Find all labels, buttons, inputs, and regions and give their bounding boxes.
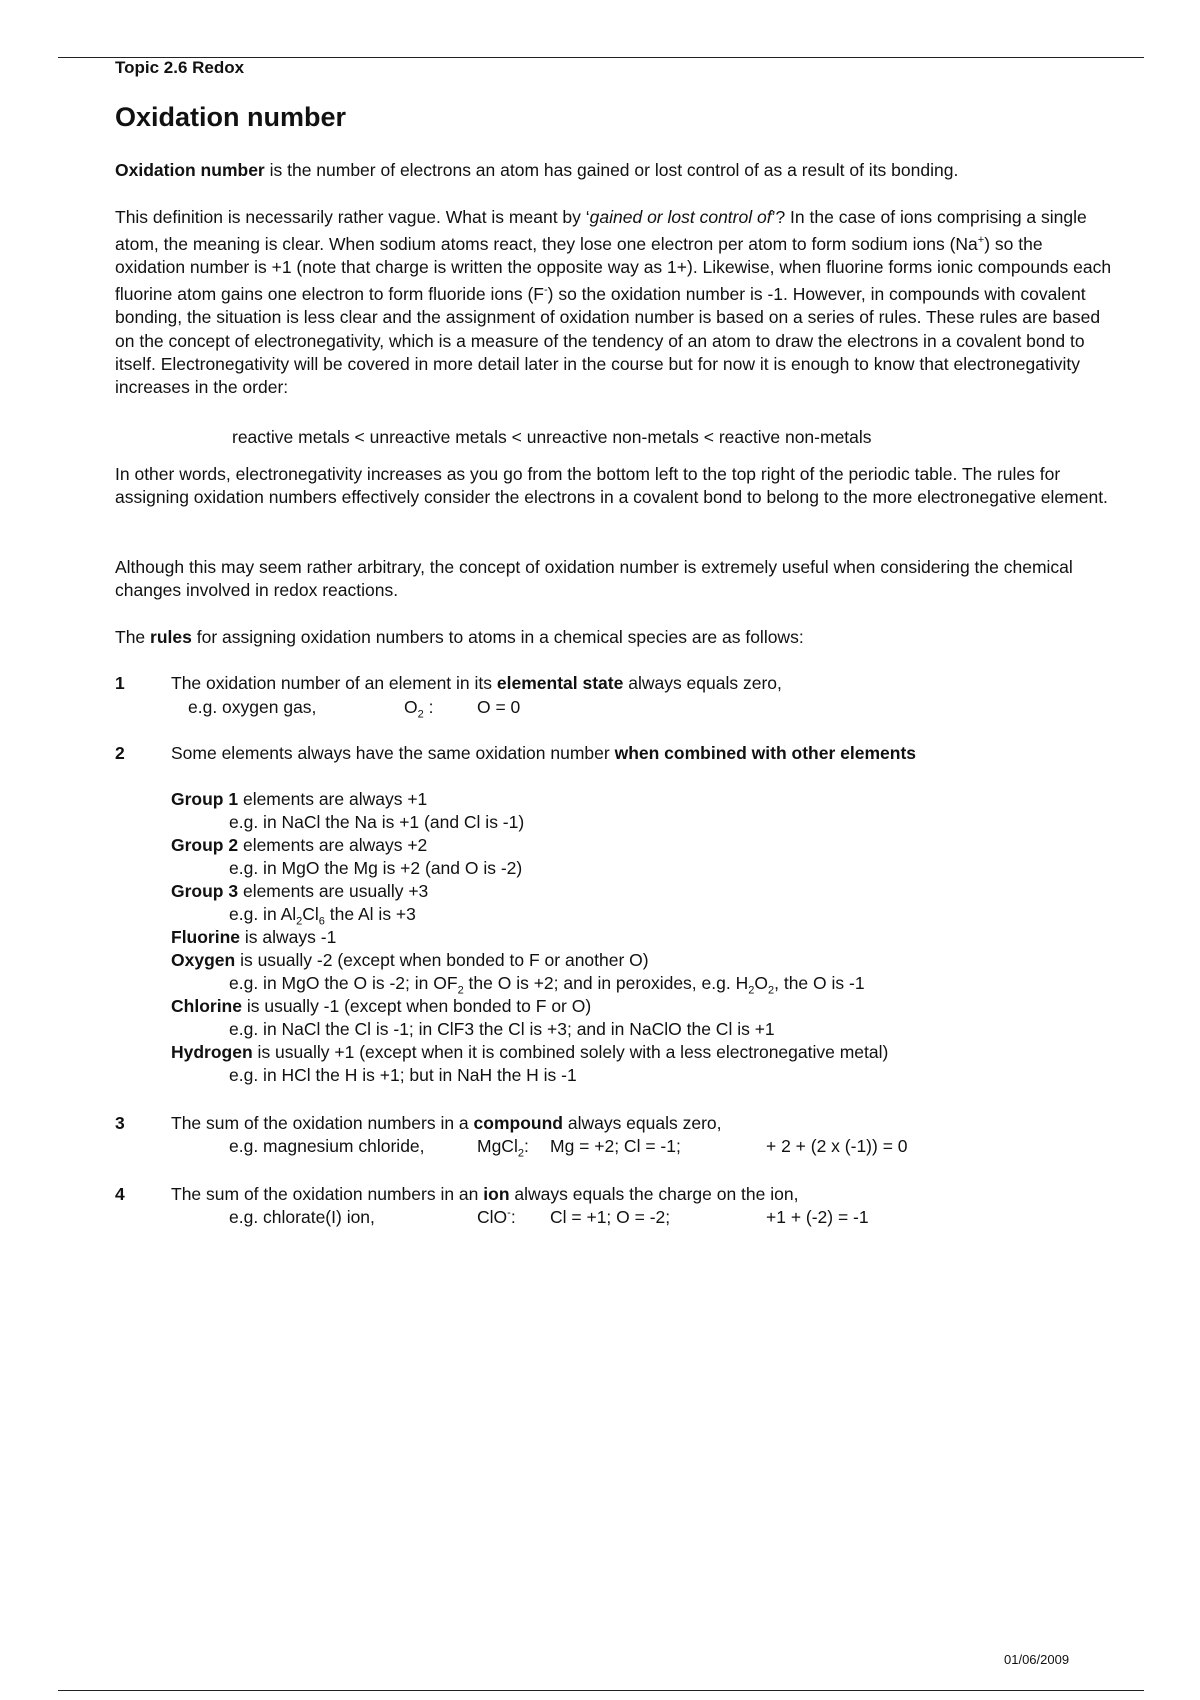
oxygen-eg-sub3: 2 [767, 984, 775, 997]
rule-1-example: e.g. oxygen gas, [188, 697, 317, 717]
group-3-eg-b: Cl [302, 904, 319, 924]
rule-3-example: e.g. magnesium chloride, [229, 1136, 425, 1156]
rule-4-text [171, 1184, 798, 1205]
group-1-text: elements are always +1 [238, 789, 428, 809]
oxygen-eg-d: , the O is -1 [774, 973, 865, 993]
rules-intro [115, 626, 1115, 649]
footer-date: 01/06/2009 [1004, 1652, 1070, 1667]
rule-4-values: Cl = +1; O = -2; [550, 1207, 671, 1227]
group-3-eg-c: the Al is +3 [324, 904, 416, 924]
definition-paragraph [115, 159, 1115, 182]
rule-1-formula-colon: : [423, 697, 434, 717]
rule-3-bold: compound [473, 1113, 563, 1133]
rule-3-sum: + 2 + (2 x (-1)) = 0 [766, 1136, 908, 1156]
rule-1-formula [404, 697, 433, 721]
group-2-label: Group 2 [171, 835, 239, 855]
rule-3-formula [477, 1136, 529, 1160]
chlorine-rule [171, 996, 591, 1017]
group-2-example: e.g. in MgO the Mg is +2 (and O is -2) [229, 858, 523, 878]
hydrogen-rule [171, 1042, 888, 1063]
rule-2-number: 2 [115, 743, 125, 763]
rule-4-number: 4 [115, 1184, 125, 1204]
rule-4-formula-text: ClO [477, 1207, 508, 1227]
para1-text-c: ) so the oxidation number is +1 (note that charge is written the opposite way as 1+). Likewise, when fluorine forms ionic compounds each fluorine atom gains one electron to form fluoride ions (F [115, 234, 1112, 305]
rule-2-text [171, 743, 916, 764]
group-3-eg-sub2: 6 [318, 915, 325, 928]
group-3-eg-a: e.g. in Al [229, 904, 297, 924]
oxygen-rule [171, 950, 649, 971]
rule-3-number: 3 [115, 1113, 125, 1133]
rule-2-text-a: Some elements always have the same oxidation number [171, 743, 615, 763]
chlorine-text: is usually -1 (except when bonded to F or O) [241, 996, 592, 1016]
group-1-label: Group 1 [171, 789, 239, 809]
rule-3-values: Mg = +2; Cl = -1; [550, 1136, 681, 1156]
rule-4-formula [477, 1207, 516, 1228]
group-3-rule [171, 881, 428, 902]
group-1-rule [171, 789, 427, 810]
rule-1-text-a: The oxidation number of an element in its [171, 673, 497, 693]
paragraph-1 [115, 206, 1115, 399]
oxygen-label: Oxygen [171, 950, 236, 970]
group-2-text: elements are always +2 [238, 835, 428, 855]
rule-4-example: e.g. chlorate(I) ion, [229, 1207, 375, 1227]
hydrogen-example: e.g. in HCl the H is +1; but in NaH the H is -1 [229, 1065, 577, 1085]
rule-1-number: 1 [115, 673, 125, 693]
definition-term: Oxidation number [115, 160, 265, 180]
rule-4-formula-sup: - [507, 1207, 511, 1220]
rule-3-formula-colon: : [523, 1136, 529, 1156]
group-3-example [229, 904, 416, 928]
chlorine-example: e.g. in NaCl the Cl is -1; in ClF3 the Cl is +3; and in NaClO the Cl is +1 [229, 1019, 775, 1039]
rule-1-formula-sub: 2 [417, 708, 424, 721]
oxygen-eg-sub1: 2 [457, 984, 464, 997]
paragraph-2: In other words, electronegativity increases as you go from the bottom left to the top right of the periodic table. The rules for assigning oxidation numbers effectively consider the electrons in a covalent bond to belong to the more electronegative element. [115, 464, 1108, 508]
chlorine-label: Chlorine [171, 996, 242, 1016]
rule-1-value: O = 0 [477, 697, 521, 717]
fluorine-text: is always -1 [240, 927, 337, 947]
rule-4-formula-colon: : [510, 1207, 516, 1227]
group-3-eg-sub1: 2 [296, 915, 303, 928]
oxygen-example [229, 973, 865, 997]
group-3-label: Group 3 [171, 881, 239, 901]
rules-intro-a: The [115, 627, 151, 647]
rule-4-text-a: The sum of the oxidation numbers in an [171, 1184, 484, 1204]
rule-3-text-b: always equals zero, [562, 1113, 722, 1133]
hydrogen-label: Hydrogen [171, 1042, 253, 1062]
topic-header: Topic 2.6 Redox [115, 58, 245, 77]
rule-3-text [171, 1113, 722, 1134]
footer-rule [58, 1690, 1144, 1691]
oxygen-text: is usually -2 (except when bonded to F or another O) [235, 950, 649, 970]
para1-sup-minus: - [543, 284, 548, 297]
rule-1-bold: elemental state [496, 673, 624, 693]
rule-4-bold: ion [483, 1184, 510, 1204]
rules-intro-b: for assigning oxidation numbers to atoms in a chemical species are as follows: [191, 627, 804, 647]
group-3-text: elements are usually +3 [238, 881, 429, 901]
group-2-rule [171, 835, 427, 856]
oxygen-eg-sub2: 2 [748, 984, 755, 997]
definition-text: is the number of electrons an atom has gained or lost control of as a result of its bonding. [264, 160, 959, 180]
rule-4-text-b: always equals the charge on the ion, [509, 1184, 799, 1204]
rule-3-formula-text: MgCl [477, 1136, 518, 1156]
group-1-example: e.g. in NaCl the Na is +1 (and Cl is -1) [229, 812, 525, 832]
para1-text-d: ) so the oxidation number is -1. However, in compounds with covalent bonding, the situation is less clear and the assignment of oxidation number is based on a series of rules. These rules are based on the concept of electronegativity, which is a measure of the tendency of an atom to draw the electrons in a covalent bond to itself. Electronegativity will be covered in more detail later in the course but for now it is enough to know that electronegativity increases in the order: [115, 284, 1101, 398]
para1-italic: gained or lost control of [589, 207, 772, 227]
page-title: Oxidation number [115, 102, 347, 132]
oxygen-eg-a: e.g. in MgO the O is -2; in OF [229, 973, 458, 993]
rule-3-formula-sub: 2 [517, 1147, 524, 1160]
rule-1-text [171, 673, 782, 694]
oxygen-eg-c: O [754, 973, 768, 993]
rules-intro-bold: rules [150, 627, 192, 647]
fluorine-rule [171, 927, 336, 948]
fluorine-label: Fluorine [171, 927, 241, 947]
para1-text-b: ’? In the case of ions comprising a single atom, the meaning is clear. When sodium atoms react, they lose one electron per atom to form sodium ions (Na [115, 207, 1087, 255]
rule-4-sum: +1 + (-2) = -1 [766, 1207, 869, 1227]
rule-3-text-a: The sum of the oxidation numbers in a [171, 1113, 474, 1133]
rule-1-text-b: always equals zero, [623, 673, 782, 693]
rule-2-bold: when combined with other elements [614, 743, 917, 763]
oxygen-eg-b: the O is +2; and in peroxides, e.g. H [463, 973, 749, 993]
electronegativity-order: reactive metals < unreactive metals < unreactive non-metals < reactive non-metals [232, 427, 872, 447]
rule-1-formula-o: O [404, 697, 418, 717]
hydrogen-text: is usually +1 (except when it is combined solely with a less electronegative metal) [252, 1042, 889, 1062]
para1-text-a: This definition is necessarily rather vague. What is meant by ‘ [115, 207, 590, 227]
paragraph-3: Although this may seem rather arbitrary, the concept of oxidation number is extremely useful when considering the chemical changes involved in redox reactions. [115, 557, 1073, 601]
para1-sup-plus: + [977, 234, 985, 247]
